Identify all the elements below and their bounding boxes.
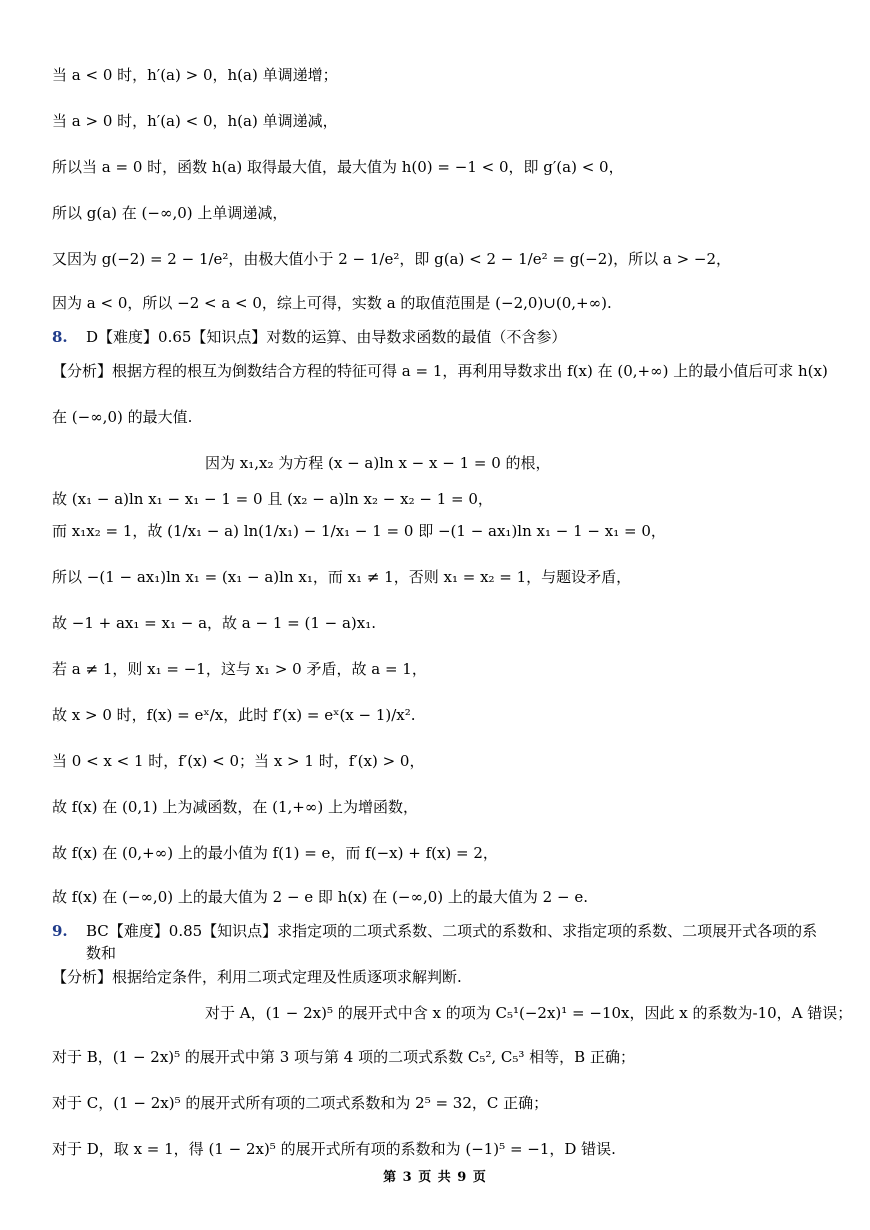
text-line: 对于 B，(1 − 2x)⁵ 的展开式中第 3 项与第 4 项的二项式系数 C₅², C₅³ 相等，B 正确； [52, 1048, 635, 1066]
text-line: 故 (x₁ − a)ln x₁ − x₁ − 1 = 0 且 (x₂ − a)ln x₂ − x₂ − 1 = 0， [52, 490, 493, 508]
text-line: 在 (−∞,0) 的最大值. [52, 408, 193, 426]
text-line: 而 x₁x₂ = 1，故 (1/x₁ − a) ln(1/x₁) − 1/x₁ − 1 = 0 即 −(1 − ax₁)ln x₁ − 1 − x₁ = 0， [52, 522, 666, 540]
text-line: 因为 a < 0，所以 −2 < a < 0，综上可得，实数 a 的取值范围是 (−2,0)∪(0,+∞). [52, 294, 612, 312]
text-line: 故 −1 + ax₁ = x₁ − a，故 a − 1 = (1 − a)x₁. [52, 614, 377, 632]
text-line: 所以 g(a) 在 (−∞,0) 上单调递减， [52, 204, 288, 222]
text-line: 故 x > 0 时，f(x) = eˣ/x，此时 f′(x) = eˣ(x − 1)/x². [52, 706, 416, 724]
question-number: 8. [52, 328, 68, 346]
question-8-header [52, 326, 830, 348]
text-line: 对于 C，(1 − 2x)⁵ 的展开式所有项的二项式系数和为 2⁵ = 32，C 正确； [52, 1094, 549, 1112]
page-footer: 第 3 页 共 9 页 [383, 1170, 487, 1185]
text-line: 当 a > 0 时，h′(a) < 0，h(a) 单调递减， [52, 112, 338, 130]
text-line: 数和 [86, 944, 117, 962]
text-line: 又因为 g(−2) = 2 − 1/e²，由极大值小于 2 − 1/e²，即 g(a) < 2 − 1/e² = g(−2)，所以 a > −2， [52, 250, 732, 268]
text-line: 对于 A，(1 − 2x)⁵ 的展开式中含 x 的项为 C₅¹(−2x)¹ = −10x，因此 x 的系数为-10，A 错误； [205, 1004, 853, 1022]
text-line: 所以 −(1 − ax₁)ln x₁ = (x₁ − a)ln x₁，而 x₁ ≠ 1，否则 x₁ = x₂ = 1，与题设矛盾， [52, 568, 632, 586]
text-line: 所以当 a = 0 时，函数 h(a) 取得最大值，最大值为 h(0) = −1 < 0，即 g′(a) < 0， [52, 158, 624, 176]
text-line: 故 f(x) 在 (0,+∞) 上的最小值为 f(1) = e，而 f(−x) + f(x) = 2， [52, 844, 498, 862]
question-answer: D [86, 328, 99, 346]
text-line: 因为 x₁,x₂ 为方程 (x − a)ln x − x − 1 = 0 的根， [205, 454, 551, 472]
text-line: 当 a < 0 时，h′(a) > 0，h(a) 单调递增； [52, 66, 338, 84]
analysis-line: 【分析】根据给定条件，利用二项式定理及性质逐项求解判断. [52, 968, 462, 986]
text-line: 当 0 < x < 1 时，f′(x) < 0；当 x > 1 时，f′(x) > 0， [52, 752, 425, 770]
question-number: 9. [52, 922, 68, 940]
text-line: 若 a ≠ 1，则 x₁ = −1，这与 x₁ > 0 矛盾，故 a = 1， [52, 660, 427, 678]
text-line: 故 f(x) 在 (−∞,0) 上的最大值为 2 − e 即 h(x) 在 (−∞,0) 上的最大值为 2 − e. [52, 888, 588, 906]
question-9-header [52, 920, 830, 942]
question-meta: BC【难度】0.85【知识点】求指定项的二项式系数、二项式的系数和、求指定项的系数、二项展开式各项的系 [86, 922, 818, 940]
question-meta: 【难度】0.65【知识点】对数的运算、由导数求函数的最值（不含参） [98, 328, 567, 346]
analysis-line: 【分析】根据方程的根互为倒数结合方程的特征可得 a = 1，再利用导数求出 f(x) 在 (0,+∞) 上的最小值后可求 h(x) [52, 362, 828, 380]
text-line: 故 f(x) 在 (0,1) 上为减函数，在 (1,+∞) 上为增函数， [52, 798, 418, 816]
text-line: 对于 D，取 x = 1，得 (1 − 2x)⁵ 的展开式所有项的系数和为 (−1)⁵ = −1，D 错误. [52, 1140, 616, 1158]
